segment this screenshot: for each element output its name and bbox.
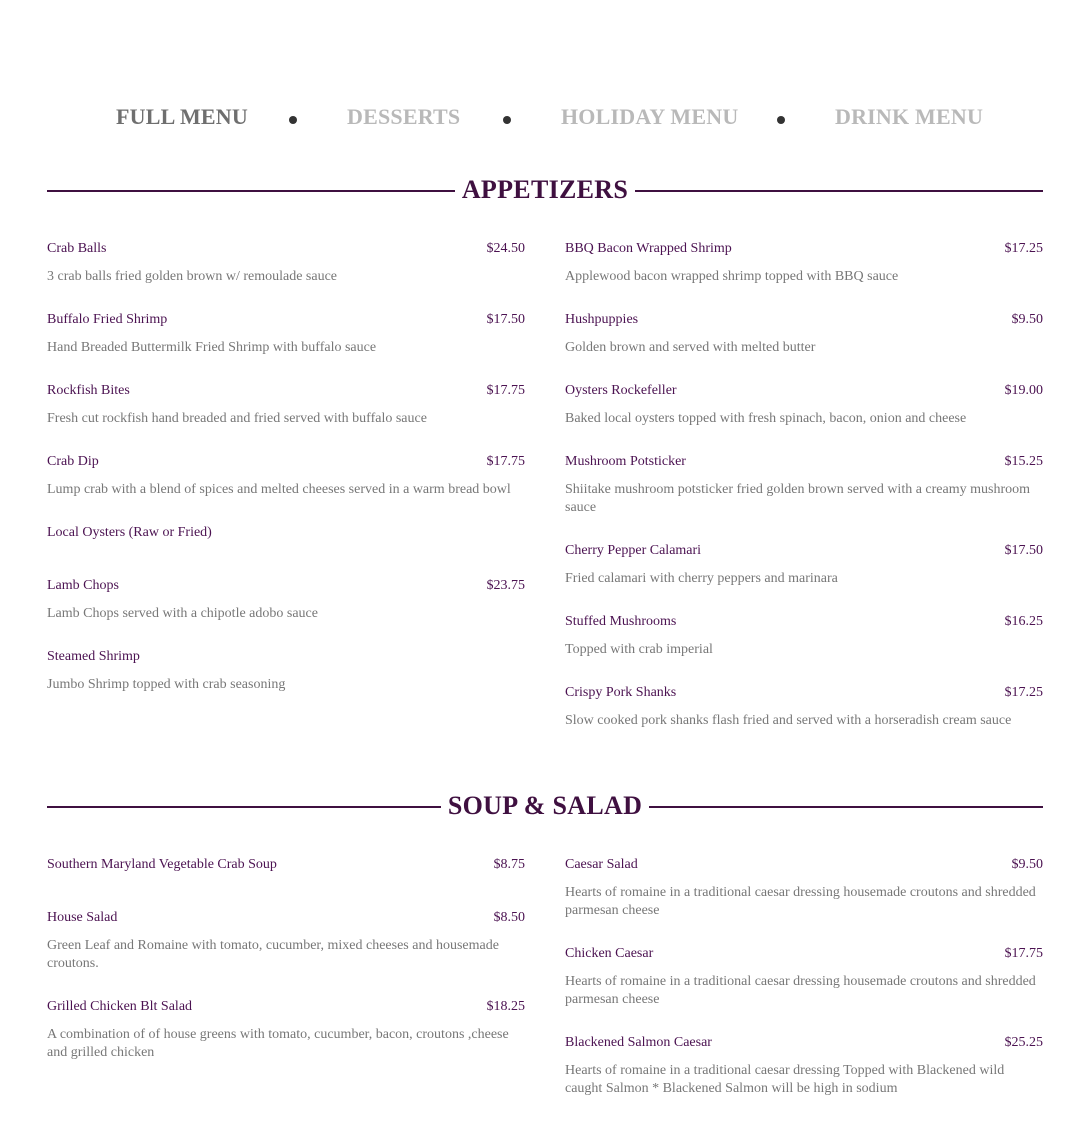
item-description: Shiitake mushroom potsticker fried golden brown served with a creamy mushroom sauce [565,482,1031,515]
menu-item [47,240,525,311]
item-description: Fried calamari with cherry peppers and marinara [565,571,838,586]
item-name: Local Oysters (Raw or Fried) [47,525,212,540]
nav-separator-dot [289,116,297,124]
section-heading-appetizers [47,173,1043,207]
item-name: Hushpuppies [565,312,639,327]
menu-item [47,577,525,648]
item-description: Hand Breaded Buttermilk Fried Shrimp with buffalo sauce [47,340,377,355]
nav-drink-menu[interactable]: DRINK MENU [835,104,984,129]
menu-item [47,453,525,524]
item-price: $25.25 [1004,1035,1043,1050]
item-price: $17.50 [1004,543,1043,558]
item-price: $17.25 [1004,685,1043,700]
section-title: SOUP & SALAD [441,791,649,820]
menu-item [565,684,1043,755]
item-price: $8.50 [493,910,525,925]
menu-item [47,382,525,453]
item-name: Crab Dip [47,454,99,469]
menu-item [565,311,1043,382]
menu-item [565,613,1043,684]
soup-salad-left-column [47,856,525,1087]
item-name: Crispy Pork Shanks [565,685,677,700]
item-name: Cherry Pepper Calamari [565,543,702,558]
menu-item [47,998,525,1087]
item-price: $17.75 [486,454,525,469]
item-name: Lamb Chops [47,578,119,593]
item-description: 3 crab balls fried golden brown w/ remoulade sauce [47,269,338,284]
item-price: $18.25 [486,999,525,1014]
section-title: APPETIZERS [455,175,635,204]
menu-item [565,856,1043,945]
item-name: Rockfish Bites [47,383,130,398]
soup-salad-right-column [565,856,1043,1123]
item-price: $24.50 [486,241,525,256]
item-price: $19.00 [1004,383,1043,398]
nav-holiday-menu[interactable]: HOLIDAY MENU [561,104,739,129]
item-price: $15.25 [1004,454,1043,469]
section-heading-soup-salad [47,789,1043,823]
item-price: $17.75 [1004,946,1043,961]
item-name: Chicken Caesar [565,946,654,961]
nav-desserts[interactable]: DESSERTS [347,104,461,129]
item-description: Lump crab with a blend of spices and melted cheeses served in a warm bread bowl [47,482,511,497]
item-name: Caesar Salad [565,857,638,872]
item-price: $9.50 [1011,857,1043,872]
item-description: Hearts of romaine in a traditional caesar dressing housemade croutons and shredded parmesan cheese [565,885,1036,918]
item-description: Slow cooked pork shanks flash fried and served with a horseradish cream sauce [565,713,1012,728]
menu-item [47,909,525,998]
menu-item [47,856,525,909]
item-name: Buffalo Fried Shrimp [47,312,168,327]
item-description: Applewood bacon wrapped shrimp topped with BBQ sauce [565,269,899,284]
item-name: Blackened Salmon Caesar [565,1035,712,1050]
menu-item [47,524,525,577]
menu-item [47,311,525,382]
menu-item [47,648,525,719]
menu-item [565,1034,1043,1123]
item-price: $8.75 [493,857,525,872]
menu-item [565,382,1043,453]
item-description: Baked local oysters topped with fresh spinach, bacon, onion and cheese [565,411,967,426]
item-price: $23.75 [486,578,525,593]
appetizers-right-column [565,240,1043,755]
item-name: Mushroom Potsticker [565,454,686,469]
menu-item [565,945,1043,1034]
item-name: Southern Maryland Vegetable Crab Soup [47,857,277,872]
menu-item [565,240,1043,311]
menu-item [565,453,1043,542]
appetizers-left-column [47,240,525,719]
item-description: Hearts of romaine in a traditional caesar dressing Topped with Blackened wild caught Salmon * Blackened Salmon will be high in sodium [565,1063,1005,1096]
item-description: Golden brown and served with melted butter [565,340,816,355]
item-description: A combination of of house greens with tomato, cucumber, bacon, croutons ,cheese and grilled chicken [47,1027,509,1060]
nav-separator-dot [777,116,785,124]
item-description: Topped with crab imperial [565,642,713,657]
item-description: Green Leaf and Romaine with tomato, cucumber, mixed cheeses and housemade croutons. [47,938,499,971]
item-description: Fresh cut rockfish hand breaded and fried served with buffalo sauce [47,411,427,426]
item-name: Crab Balls [47,241,107,256]
menu-item [565,542,1043,613]
item-description: Jumbo Shrimp topped with crab seasoning [47,677,286,692]
item-name: BBQ Bacon Wrapped Shrimp [565,241,732,256]
item-name: Stuffed Mushrooms [565,614,677,629]
item-description: Lamb Chops served with a chipotle adobo sauce [47,606,318,621]
item-price: $16.25 [1004,614,1043,629]
item-description: Hearts of romaine in a traditional caesar dressing housemade croutons and shredded parmesan cheese [565,974,1036,1007]
item-name: Oysters Rockefeller [565,383,677,398]
item-name: Steamed Shrimp [47,649,140,664]
menu-nav [0,104,1070,136]
item-price: $9.50 [1011,312,1043,327]
nav-full-menu[interactable]: FULL MENU [116,104,248,129]
item-name: Grilled Chicken Blt Salad [47,999,193,1014]
item-price: $17.50 [486,312,525,327]
nav-separator-dot [503,116,511,124]
item-name: House Salad [47,910,118,925]
item-price: $17.75 [486,383,525,398]
item-price: $17.25 [1004,241,1043,256]
